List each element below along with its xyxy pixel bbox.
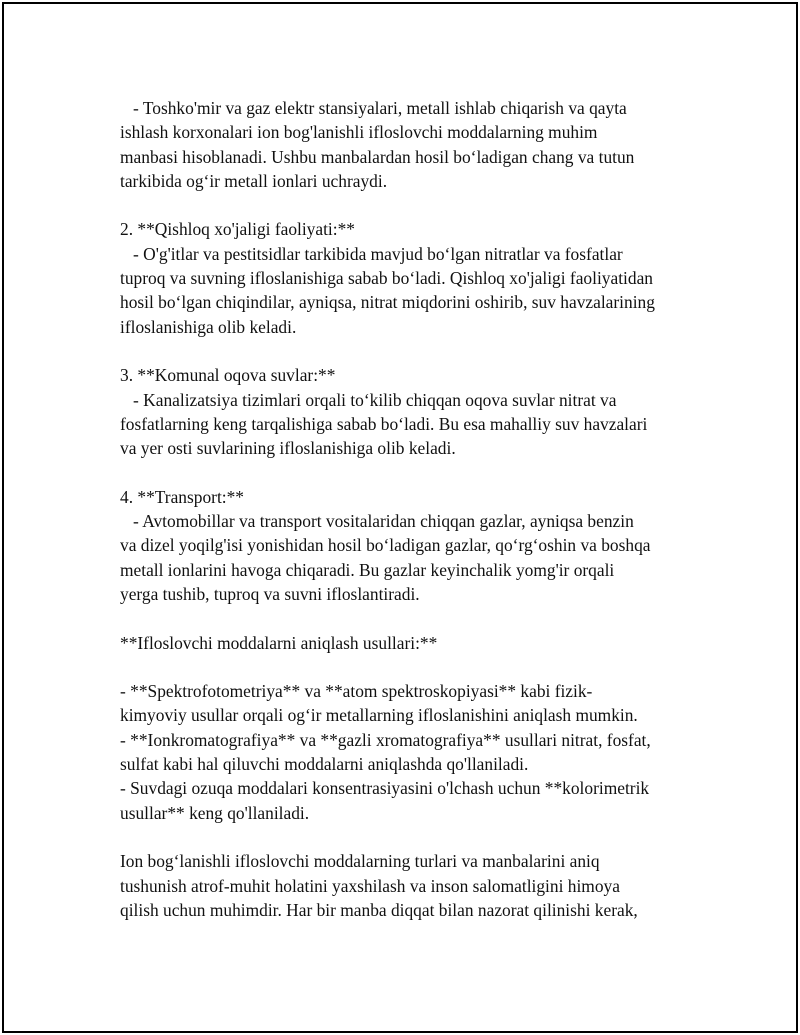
paragraph-agriculture xyxy=(120,217,700,338)
text-line: kimyoviy usullar orqali og‘ir metallarning ifloslanishini aniqlash mumkin. xyxy=(120,705,638,726)
text-line: ifloslanishiga olib keladi. xyxy=(120,316,297,337)
list-heading: 4. **Transport:** xyxy=(120,486,245,507)
paragraph-methods-list xyxy=(120,679,700,825)
text-line: ishlash korxonalari ion bog'lanishli ifloslovchi moddalarning muhim xyxy=(120,122,598,143)
text-line: tushunish atrof-muhit holatini yaxshilash va inson salomatligini himoya xyxy=(120,875,620,896)
document-body xyxy=(120,96,700,922)
paragraph-gap xyxy=(120,460,700,484)
text-line: usullar** keng qo'llaniladi. xyxy=(120,802,310,823)
page-frame xyxy=(2,2,798,1033)
text-line: hosil bo‘lgan chiqindilar, ayniqsa, nitrat miqdorini oshirib, suv havzalarining xyxy=(120,292,655,313)
text-line: sulfat kabi hal qiluvchi moddalarni aniqlashda qo'llaniladi. xyxy=(120,754,529,775)
text-line: fosfatlarning keng tarqalishiga sabab bo‘ladi. Bu esa mahalliy suv havzalari xyxy=(120,413,648,434)
text-line: va dizel yoqilg'isi yonishidan hosil bo‘ladigan gazlar, qo‘rg‘oshin va boshqa xyxy=(120,535,651,556)
paragraph-gap xyxy=(120,655,700,679)
text-line: manbasi hisoblanadi. Ushbu manbalardan hosil bo‘ladigan chang va tutun xyxy=(120,146,635,167)
text-line: - Avtomobillar va transport vositalaridan chiqqan gazlar, ayniqsa benzin xyxy=(120,511,634,532)
list-heading: 3. **Komunal oqova suvlar:** xyxy=(120,365,336,386)
text-line: Ion bog‘lanishli ifloslovchi moddalarning turlari va manbalarini aniq xyxy=(120,851,600,872)
paragraph-communal-wastewater xyxy=(120,363,700,460)
section-heading-methods xyxy=(120,631,700,655)
paragraph-gap xyxy=(120,606,700,630)
text-line: - O'g'itlar va pestitsidlar tarkibida mavjud bo‘lgan nitratlar va fosfatlar xyxy=(120,243,623,264)
paragraph-gap xyxy=(120,193,700,217)
text-line: yerga tushib, tuproq va suvni ifloslantiradi. xyxy=(120,583,420,604)
text-line: tuproq va suvning ifloslanishiga sabab bo‘ladi. Qishloq xo'jaligi faoliyatidan xyxy=(120,268,653,289)
paragraph-conclusion xyxy=(120,849,700,922)
list-heading: 2. **Qishloq xo'jaligi faoliyati:** xyxy=(120,219,355,240)
text-line: - Suvdagi ozuqa moddalari konsentrasiyasini o'lchash uchun **kolorimetrik xyxy=(120,778,650,799)
text-line: va yer osti suvlarining ifloslanishiga olib keladi. xyxy=(120,438,456,459)
text-line: - Toshko'mir va gaz elektr stansiyalari, metall ishlab chiqarish va qayta xyxy=(120,98,627,118)
text-line: - **Spektrofotometriya** va **atom spektroskopiyasi** kabi fizik- xyxy=(120,681,593,702)
text-line: - **Ionkromatografiya** va **gazli xromatografiya** usullari nitrat, fosfat, xyxy=(120,729,651,750)
text-line: tarkibida og‘ir metall ionlari uchraydi. xyxy=(120,170,388,191)
section-heading: **Ifloslovchi moddalarni aniqlash usullari:** xyxy=(120,632,438,653)
paragraph-gap xyxy=(120,339,700,363)
paragraph-gap xyxy=(120,825,700,849)
paragraph-transport xyxy=(120,485,700,606)
text-line: - Kanalizatsiya tizimlari orqali to‘kilib chiqqan oqova suvlar nitrat va xyxy=(120,389,617,410)
paragraph-industry-sources xyxy=(120,96,700,193)
text-line: metall ionlarini havoga chiqaradi. Bu gazlar keyinchalik yomg'ir orqali xyxy=(120,559,615,580)
text-line: qilish uchun muhimdir. Har bir manba diqqat bilan nazorat qilinishi kerak, xyxy=(120,899,638,920)
